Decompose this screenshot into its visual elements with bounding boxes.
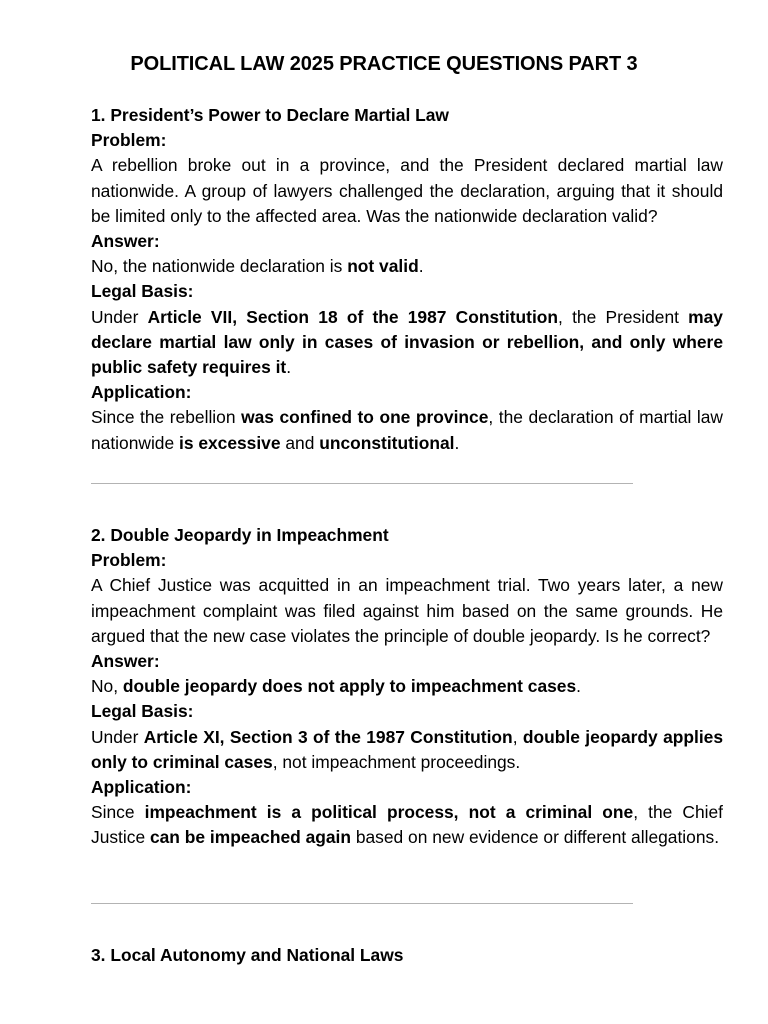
text-run: Under xyxy=(91,306,148,327)
bold-text-run: can be impeached again xyxy=(149,827,351,848)
bold-text-run: impeachment is a political process, not a criminal one xyxy=(144,802,634,823)
text-run: Since xyxy=(91,802,145,823)
bold-text-run: unconstitutional xyxy=(319,432,455,453)
section-divider xyxy=(91,483,633,484)
bold-text-run: Article VII, Section 18 of the 1987 Constitution xyxy=(147,306,559,327)
application-label: Application: xyxy=(91,382,192,403)
application-label: Application: xyxy=(91,777,192,798)
legal-basis-label: Legal Basis: xyxy=(91,281,194,302)
bold-text-run: is excessive xyxy=(178,432,281,453)
application-text xyxy=(91,405,723,455)
bold-text-run: double jeopardy does not apply to impeachment cases xyxy=(122,676,577,697)
text-run: . xyxy=(576,676,581,697)
answer-label: Answer: xyxy=(91,651,160,672)
answer-label: Answer: xyxy=(91,231,160,252)
text-run: Under xyxy=(91,726,144,747)
problem-label: Problem: xyxy=(91,550,167,571)
problem-label: Problem: xyxy=(91,130,167,151)
problem-text: A Chief Justice was acquitted in an impeachment trial. Two years later, a new impeachment complaint was filed against him based on the same grounds. He argued that the new case violates the principle of double jeopardy. Is he correct? xyxy=(91,575,723,646)
bold-text-run: not valid xyxy=(347,256,419,277)
legal-basis-text xyxy=(91,725,723,775)
text-run: , xyxy=(512,726,523,747)
text-run: based on new evidence or different allegations. xyxy=(351,827,720,848)
text-run: , the Chief Justice xyxy=(91,802,723,848)
question-heading: 3. Local Autonomy and National Laws xyxy=(91,945,404,965)
question-1 xyxy=(91,103,723,456)
question-3 xyxy=(91,943,723,968)
text-run: No, the nationwide declaration is xyxy=(91,256,348,277)
legal-basis-text xyxy=(91,305,723,381)
text-run: No, xyxy=(91,676,123,697)
bold-text-run: Article XI, Section 3 of the 1987 Constitution xyxy=(143,726,513,747)
text-run: Since the rebellion xyxy=(91,407,242,428)
question-heading: 2. Double Jeopardy in Impeachment xyxy=(91,525,389,545)
bold-text-run: may declare martial law only in cases of invasion or rebellion, and only where public safety requires it xyxy=(91,306,723,378)
application-text xyxy=(91,800,723,850)
text-run: . xyxy=(454,432,460,453)
document-title: POLITICAL LAW 2025 PRACTICE QUESTIONS PART 3 xyxy=(130,53,638,75)
section-divider xyxy=(91,903,633,904)
text-run: , not impeachment proceedings. xyxy=(272,751,521,772)
bold-text-run: was confined to one province xyxy=(241,407,489,428)
answer-text xyxy=(91,254,723,279)
text-run: and xyxy=(280,432,320,453)
text-run: , the declaration of martial law nationwide xyxy=(91,407,723,453)
text-run: . xyxy=(418,256,424,277)
bold-text-run: double jeopardy applies only to criminal cases xyxy=(91,726,724,772)
question-heading: 1. President’s Power to Declare Martial Law xyxy=(91,105,449,125)
problem-text: A rebellion broke out in a province, and the President declared martial law nationwide. A group of lawyers challenged the declaration, arguing that it should be limited only to the affected area. Was the nationwide declaration valid? xyxy=(91,155,723,226)
text-run: , the President xyxy=(558,306,689,327)
answer-text xyxy=(91,674,723,699)
legal-basis-label: Legal Basis: xyxy=(91,701,194,722)
question-2 xyxy=(91,523,723,851)
text-run: . xyxy=(286,357,292,378)
